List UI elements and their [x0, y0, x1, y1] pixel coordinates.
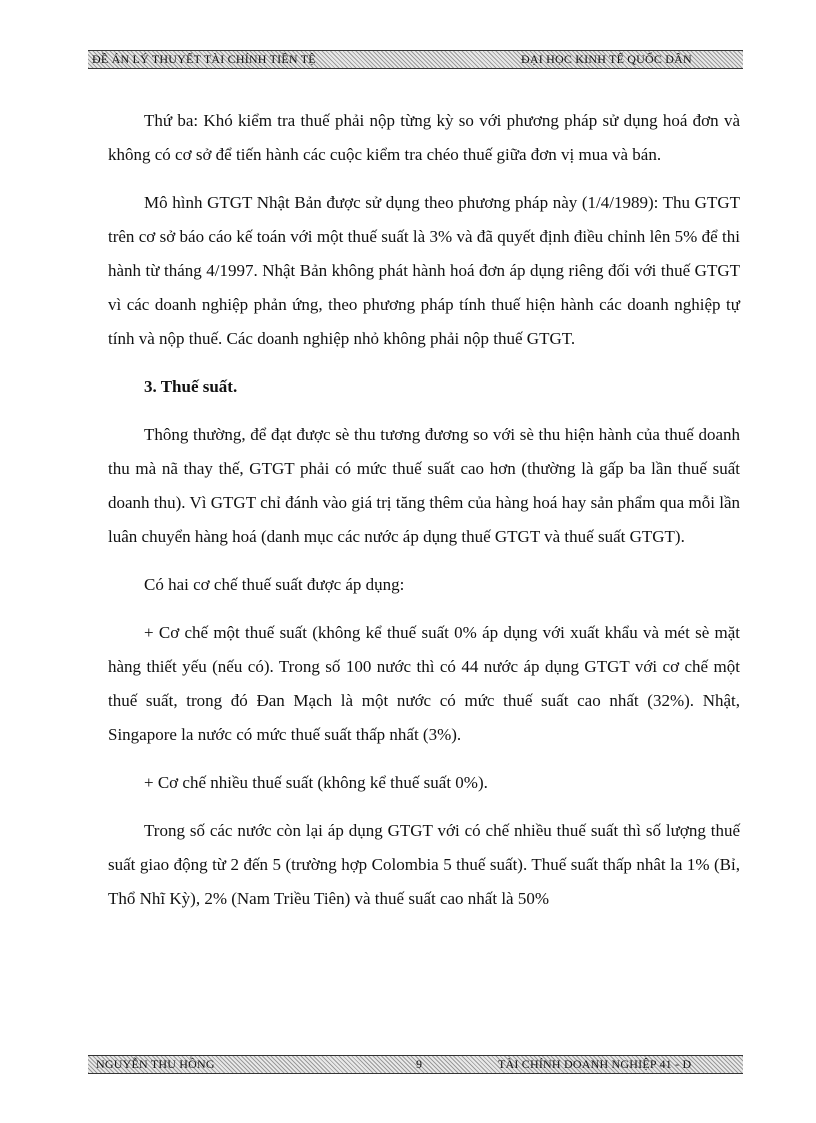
paragraph: Thứ ba: Khó kiểm tra thuế phải nộp từng kỳ so với phương pháp sử dụng hoá đơn và không có cơ sở để tiến hành các cuộc kiểm tra chéo thuế giữa đơn vị mua và bán.: [108, 111, 740, 164]
paragraph: Có hai cơ chế thuế suất được áp dụng:: [144, 575, 405, 594]
header-left-text: ĐỀ ÁN LÝ THUYẾT TÀI CHÍNH TIỀN TỆ: [92, 52, 316, 66]
page-header: [88, 50, 743, 69]
footer-page-number: 9: [416, 1057, 423, 1071]
paragraph: Thông thường, để đạt được sè thu tương đương so với sè thu hiện hành của thuế doanh thu mà nã thay thế, GTGT phải có mức thuế suất cao hơn (thường là gấp ba lần thuế suất doanh thu). Vì GTGT chỉ đánh vào giá trị tăng thêm của hàng hoá hay sản phẩm qua mỗi lần luân chuyển hàng hoá (danh mục các nước áp dụng thuế GTGT và thuế suất GTGT).: [108, 425, 740, 546]
paragraph: Trong số các nước còn lại áp dụng GTGT với có chế nhiều thuế suất thì số lượng thuế suất giao động từ 2 đến 5 (trường hợp Colombia 5 thuế suất). Thuế suất thấp nhât la 1% (Bỉ, Thổ Nhĩ Kỳ), 2% (Nam Triều Tiên) và thuế suất cao nhất là 50%: [108, 821, 740, 908]
footer-author: NGUYỄN THU HỒNG: [96, 1057, 215, 1071]
footer-right-text: TÀI CHÍNH DOANH NGHIỆP 41 - D: [498, 1057, 692, 1071]
paragraph: + Cơ chế một thuế suất (không kể thuế suất 0% áp dụng với xuất khẩu và mét sè mặt hàng thiết yếu (nếu có). Trong số 100 nước thì có 44 nước áp dụng GTGT với cơ chế một thuế suất, trong đó Đan Mạch là một nước có mức thuế suất cao nhất (32%). Nhật, Singapore la nước có mức thuế suất thấp nhất (3%).: [108, 623, 740, 744]
header-right-text: ĐẠI HỌC KINH TẾ QUỐC DÂN: [521, 52, 692, 66]
page-footer: [88, 1055, 743, 1074]
document-body: [108, 104, 740, 930]
paragraph: Mô hình GTGT Nhật Bản được sử dụng theo phương pháp này (1/4/1989): Thu GTGT trên cơ sở báo cáo kế toán với một thuế suất là 3% và đã quyết định điều chỉnh lên 5% để thi hành từ tháng 4/1997. Nhật Bản không phát hành hoá đơn áp dụng riêng đối với thuế GTGT vì các doanh nghiệp phản ứng, theo phương pháp tính thuế hiện hành các doanh nghiệp tự tính và nộp thuế. Các doanh nghiệp nhỏ không phải nộp thuế GTGT.: [108, 193, 740, 348]
paragraph: + Cơ chế nhiều thuế suất (không kể thuế suất 0%).: [144, 773, 488, 792]
section-heading: 3. Thuế suất.: [144, 377, 238, 396]
